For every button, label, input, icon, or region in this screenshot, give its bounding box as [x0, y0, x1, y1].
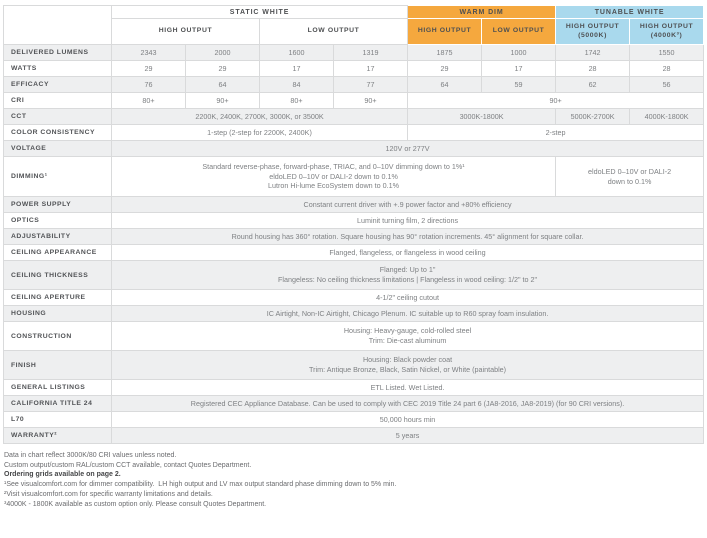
row-label: CEILING THICKNESS: [4, 261, 112, 290]
row-label: COLOR CONSISTENCY: [4, 125, 112, 141]
footnotes: [4, 451, 707, 509]
row-label: HOUSING: [4, 306, 112, 322]
spec-cell: 2-step: [408, 125, 704, 141]
row-watts: [4, 61, 704, 77]
row-cri: [4, 93, 704, 109]
row-label: CONSTRUCTION: [4, 322, 112, 351]
spec-cell: IC Airtight, Non-IC Airtight, Chicago Plenum. IC suitable up to R60 spray foam insulation.: [112, 306, 704, 322]
row-cct: [4, 109, 704, 125]
row-finish: [4, 351, 704, 380]
row-ceiling-aperture: [4, 290, 704, 306]
row-ceiling-thickness: [4, 261, 704, 290]
spec-cell: 17: [260, 61, 334, 77]
spec-cell: 4000K-1800K: [630, 109, 704, 125]
spec-cell: [112, 322, 704, 351]
spec-cell: Round housing has 360° rotation. Square housing has 90° rotation increments. 45° alignment for square collar.: [112, 229, 704, 245]
spec-cell: 17: [334, 61, 408, 77]
spec-line: Trim: Die-cast aluminum: [368, 336, 447, 345]
spec-line: Housing: Heavy-gauge, cold-rolled steel: [343, 326, 472, 336]
row-label: L70: [4, 412, 112, 428]
spec-cell: 90+: [334, 93, 408, 109]
spec-cell: 17: [482, 61, 556, 77]
col-label-line2: (5000K): [578, 31, 607, 39]
row-dimming: [4, 157, 704, 197]
spec-line: Trim: Antique Bronze, Black, Satin Nickel, or White (paintable): [309, 365, 507, 374]
group-static-white: STATIC WHITE: [112, 6, 408, 19]
row-voltage: [4, 141, 704, 157]
spec-cell: 50,000 hours min: [112, 412, 704, 428]
row-ceiling-appearance: [4, 245, 704, 261]
spec-cell: 90+: [408, 93, 704, 109]
row-general-listings: [4, 380, 704, 396]
spec-cell: 84: [260, 77, 334, 93]
row-california-title-24: [4, 396, 704, 412]
spec-cell: 1742: [556, 45, 630, 61]
corner-cell: [4, 6, 112, 45]
footnote-1: ¹See visualcomfort.com for dimmer compatibility. LH high output and LV max output standard phase dimming down to 5% min.: [4, 481, 397, 489]
spec-cell: 28: [630, 61, 704, 77]
row-efficacy: [4, 77, 704, 93]
col-static-high-output: HIGH OUTPUT: [112, 19, 260, 45]
spec-cell: Flanged, flangeless, or flangeless in wood ceiling: [112, 245, 704, 261]
spec-cell: 5 years: [112, 428, 704, 444]
row-label: ADJUSTABILITY: [4, 229, 112, 245]
dimming-line: eldoLED 0–10V or DALI-2 down to 0.1%: [269, 171, 398, 181]
col-warmdim-high-output: HIGH OUTPUT: [408, 19, 482, 45]
spec-cell: 80+: [260, 93, 334, 109]
group-warm-dim: WARM DIM: [408, 6, 556, 19]
row-construction: [4, 322, 704, 351]
spec-cell: 77: [334, 77, 408, 93]
col-warmdim-low-output: LOW OUTPUT: [482, 19, 556, 45]
spec-cell: 59: [482, 77, 556, 93]
spec-cell: Luminit turning film, 2 directions: [112, 213, 704, 229]
row-power-supply: [4, 197, 704, 213]
spec-cell: 2200K, 2400K, 2700K, 3000K, or 3500K: [112, 109, 408, 125]
spec-cell: 29: [408, 61, 482, 77]
row-label: CEILING APPEARANCE: [4, 245, 112, 261]
spec-cell: 56: [630, 77, 704, 93]
note-custom-options: Custom output/custom RAL/custom CCT available, contact Quotes Department.: [4, 461, 252, 469]
col-static-low-output: LOW OUTPUT: [260, 19, 408, 45]
row-label: CCT: [4, 109, 112, 125]
row-label: DELIVERED LUMENS: [4, 45, 112, 61]
note-data-basis: Data in chart reflect 3000K/80 CRI values unless noted.: [4, 452, 177, 459]
row-optics: [4, 213, 704, 229]
row-color-consistency: [4, 125, 704, 141]
spec-cell: 1-step (2-step for 2200K, 2400K): [112, 125, 408, 141]
dimming-line: Lutron Hi-lume EcoSystem down to 0.1%: [268, 181, 400, 191]
note-ordering-grids: Ordering grids available on page 2.: [4, 471, 121, 479]
spec-cell: 90+: [186, 93, 260, 109]
dimming-line: Standard reverse-phase, forward-phase, TRIAC, and 0–10V dimming down to 1%¹: [202, 161, 465, 171]
spec-cell: [112, 261, 704, 290]
spec-sheet: [0, 5, 707, 509]
spec-cell: 64: [186, 77, 260, 93]
spec-cell: 80+: [112, 93, 186, 109]
spec-cell: 1875: [408, 45, 482, 61]
row-label: WARRANTY²: [4, 428, 112, 444]
spec-cell: 62: [556, 77, 630, 93]
spec-cell: 76: [112, 77, 186, 93]
spec-cell: 4-1/2" ceiling cutout: [112, 290, 704, 306]
footnote-3: ³4000K - 1800K available as custom option only. Please consult Quotes Department.: [4, 500, 267, 508]
dimming-line: eldoLED 0–10V or DALI-2: [588, 166, 672, 176]
spec-cell: 28: [556, 61, 630, 77]
row-label: POWER SUPPLY: [4, 197, 112, 213]
spec-cell: 2343: [112, 45, 186, 61]
spec-cell: Registered CEC Appliance Database. Can be used to comply with CEC 2019 Title 24 part 6 (JA8-2016, JA8-2019) (for 90 CRI versions).: [112, 396, 704, 412]
row-label: WATTS: [4, 61, 112, 77]
spec-cell: [112, 351, 704, 380]
spec-cell: 3000K-1800K: [408, 109, 556, 125]
footnote-2: ²Visit visualcomfort.com for specific warranty limitations and details.: [4, 490, 213, 498]
row-label: CRI: [4, 93, 112, 109]
spec-cell: 29: [112, 61, 186, 77]
col-tunable-5000k: [556, 19, 630, 45]
spec-cell: 1000: [482, 45, 556, 61]
row-delivered-lumens: [4, 45, 704, 61]
row-label: GENERAL LISTINGS: [4, 380, 112, 396]
col-tunable-4000k: [630, 19, 704, 45]
spec-cell: 5000K-2700K: [556, 109, 630, 125]
spec-cell: 120V or 277V: [112, 141, 704, 157]
spec-cell: 1600: [260, 45, 334, 61]
spec-cell: 64: [408, 77, 482, 93]
row-l70: [4, 412, 704, 428]
row-warranty: [4, 428, 704, 444]
spec-cell: 2000: [186, 45, 260, 61]
spec-cell: [556, 157, 704, 197]
row-label: VOLTAGE: [4, 141, 112, 157]
spec-table: [3, 5, 704, 444]
group-tunable-white: TUNABLE WHITE: [556, 6, 704, 19]
col-label-line1: HIGH OUTPUT: [639, 22, 694, 30]
row-label: CALIFORNIA TITLE 24: [4, 396, 112, 412]
col-label-line1: HIGH OUTPUT: [565, 22, 620, 30]
row-label: CEILING APERTURE: [4, 290, 112, 306]
spec-line: Flangeless: No ceiling thickness limitations | Flangeless in wood ceiling: 1/2" to 2": [278, 275, 538, 284]
spec-line: Housing: Black powder coat: [362, 355, 453, 365]
dimming-line: down to 0.1%: [607, 176, 652, 186]
spec-cell: 29: [186, 61, 260, 77]
spec-cell: Constant current driver with +.9 power factor and +80% efficiency: [112, 197, 704, 213]
spec-cell: ETL Listed. Wet Listed.: [112, 380, 704, 396]
spec-cell: [112, 157, 556, 197]
spec-cell: 1319: [334, 45, 408, 61]
row-adjustability: [4, 229, 704, 245]
col-label-line2: (4000K³): [650, 31, 683, 39]
row-label: EFFICACY: [4, 77, 112, 93]
row-label: OPTICS: [4, 213, 112, 229]
group-header-row: [4, 6, 704, 19]
spec-cell: 1550: [630, 45, 704, 61]
spec-line: Flanged: Up to 1": [379, 265, 436, 275]
row-label: DIMMING¹: [4, 157, 112, 197]
row-label: FINISH: [4, 351, 112, 380]
row-housing: [4, 306, 704, 322]
